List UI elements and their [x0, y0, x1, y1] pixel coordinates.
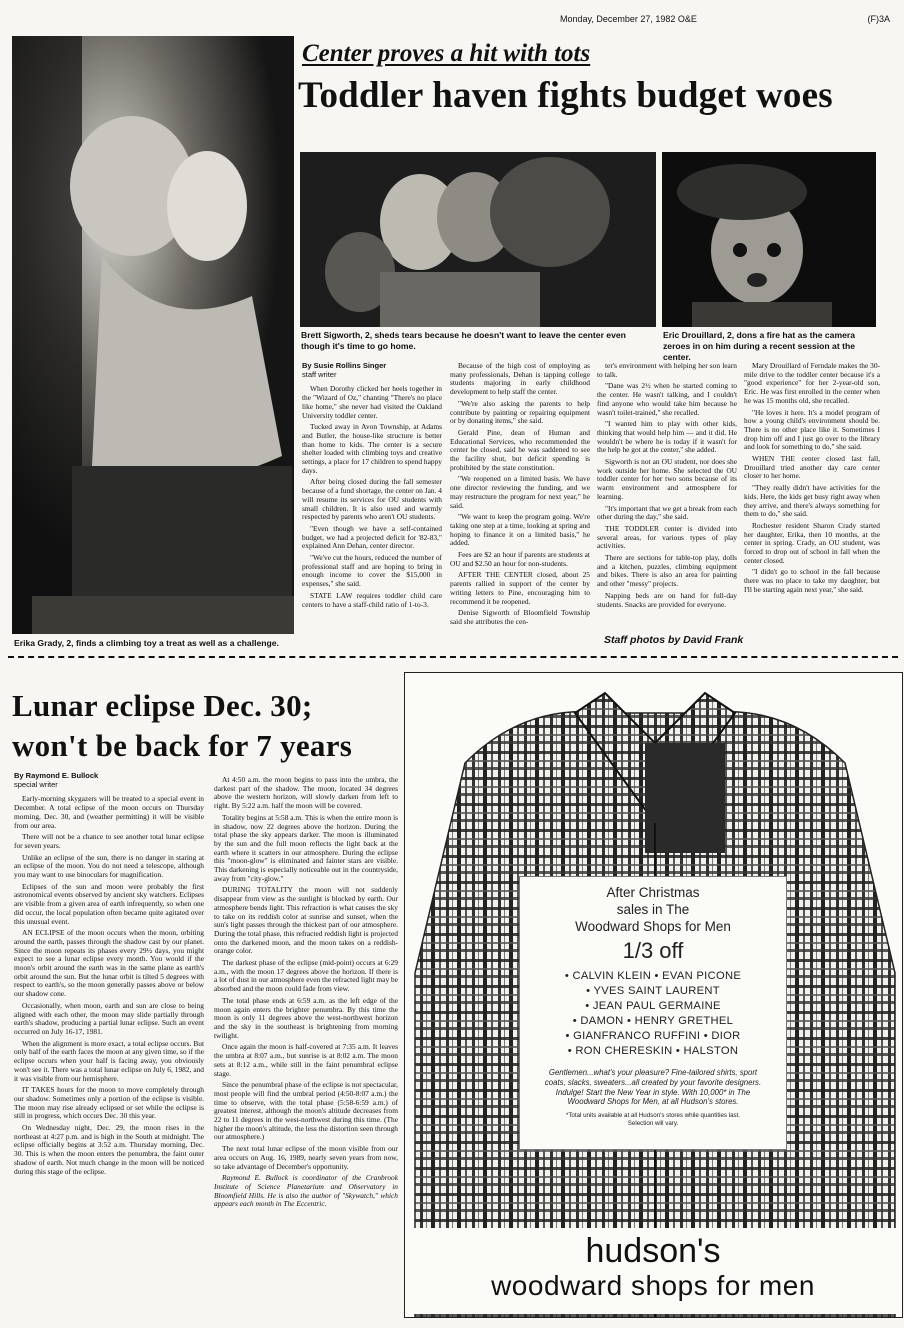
- paragraph: On Wednesday night, Dec. 29, the moon rises in the northeast at 4:27 p.m. and is high in the South at midnight. The eclipse officially begins at 3:52 a.m. Thursday morning, Dec. 30. This is when the moon enters the penumbra, the faint outer shadow of earth. Not much change in the moon will be noticed during this stage of the eclipse.: [14, 1123, 204, 1176]
- paragraph: "Even though we have a self-contained budget, we had a projected deficit for '82-83," explained Ann Dehan, center director.: [302, 523, 442, 551]
- ad-body-copy: Gentlemen...what's your pleasure? Fine-tailored shirts, sport coats, slacks, sweaters...all created by your favorite designers. Indulge! Start the New Year in style. With 10,000* in The Woodward Shops for Men, at all Hudson's stores.: [544, 1068, 762, 1107]
- story1-kicker: Center proves a hit with tots: [302, 40, 591, 67]
- paragraph: The next total lunar eclipse of the moon visible from our area occurs on Aug. 16, 1989, nearly seven years from now, so take advantage of December's opportunity.: [214, 1144, 398, 1171]
- ad-discount: 1/3 off: [622, 938, 684, 963]
- photo-erika-grady-image: [12, 36, 294, 634]
- story1-column-3: [597, 362, 737, 634]
- section-divider: [8, 656, 898, 658]
- photo-eric-drouillard-image: [662, 152, 876, 327]
- ad-brand-line: • RON CHERESKIN • HALSTON: [567, 1045, 739, 1057]
- story2-column-1: [14, 772, 204, 1322]
- paragraph: When the alignment is more exact, a total eclipse occurs. But only half of the earth faces the moon at any given time, so if the eclipse occurs when your half is facing away, you obviously won't see it. There was a total lunar eclipse on July 6, 1982, and it was visible from our hemisphere.: [14, 1038, 204, 1083]
- ad-headline-line3: Woodward Shops for Men: [575, 919, 731, 934]
- caption-left: Erika Grady, 2, finds a climbing toy a treat as well as a challenge.: [14, 638, 279, 648]
- ad-brand-line: • CALVIN KLEIN • EVAN PICONE: [564, 970, 742, 982]
- paragraph: Rochester resident Sharon Crady started her daughter, Erika, then 10 months, at the center in spring. Crady, an OU student, was forced to drop out of school in fall when the center closed.: [744, 520, 880, 565]
- paragraph: Unlike an eclipse of the sun, there is no danger in staring at an eclipse of the moon. You do not need a telescope, although you may want to use binoculars for magnification.: [14, 852, 204, 880]
- paragraph: Since the penumbral phase of the eclipse is not spectacular, most people will find the umbral period (4:50-8:07 a.m.) the time to observe, with the total phase (5:58-6:59 a.m.) of greatest interest, although the moon's altitude decreases from 22 to 11 degrees in the west-northwest during this time. (The higher the moon's altitude, the less the distortion seen through our atmosphere.): [214, 1080, 398, 1142]
- paragraph: "We want to keep the program going. We're taking one step at a time, looking at spring and hoping to finance it on a limited basis," he added.: [450, 512, 590, 548]
- folio-page: (F)3A: [867, 14, 890, 24]
- photo-brett-sigworth: [300, 152, 656, 327]
- paragraph: Early-morning skygazers will be treated to a special event in December. A total eclipse of the moon occurs on Thursday morning, Dec. 30, and (weather permitting) it will be visible from our area.: [14, 794, 204, 830]
- paragraph: Once again the moon is half-covered at 7:35 a.m. It leaves the umbra at 8:07 a.m., but sunrise is at 8:02 a.m. The moon sets at 8:12 a.m., while still in the faint penumbral eclipse stage.: [214, 1042, 398, 1078]
- paragraph: Because of the high cost of employing as many professionals, Dehan is tapping college students majoring in early childhood development to help staff the center.: [450, 362, 590, 397]
- paragraph: Fees are $2 an hour if parents are students at OU and $2.50 an hour for non-students.: [450, 550, 590, 568]
- paragraph: WHEN THE center closed last fall, Drouillard tried another day care center closer to her home.: [744, 454, 880, 481]
- paragraph: "We're also asking the parents to help contribute by painting or repairing equipment or by donating items," she said.: [450, 398, 590, 426]
- paragraph: There are sections for table-top play, dolls and a kitchen, puzzles, climbing equipment and bikes. There is also an area for painting and other "messy" projects.: [597, 553, 737, 589]
- paragraph: Tucked away in Avon Township, at Adams and Butler, the house-like structure is better than home to kids. The center is a secure shelter loaded with climbing toys and creative settings, a place for 17 children to spend happy days.: [302, 422, 442, 475]
- paragraph: Mary Drouillard of Ferndale makes the 30-mile drive to the toddler center because it's a "good experience" for her 2-year-old son, Eric. He was first enrolled in the center when he was 15 months old, she recalled.: [744, 362, 880, 405]
- ad-logo-area: [405, 1228, 901, 1314]
- paragraph: "They really didn't have activities for the kids. Here, the kids get busy right away when they arrive, and there's always something for them to do," she said.: [744, 483, 880, 519]
- paragraph: There will not be a chance to see another total lunar eclipse for seven years.: [14, 832, 204, 850]
- hudsons-logo: hudson's: [585, 1232, 721, 1270]
- ad-brand-line: • GIANFRANCO RUFFINI • DIOR: [565, 1030, 741, 1042]
- paragraph: Denise Sigworth of Bloomfield Township said she attributes the cen-: [450, 608, 590, 626]
- story1-column-1: [302, 362, 442, 654]
- paragraph: IT TAKES hours for the moon to move completely through our shadow. Sometimes only a portion of the eclipse is visible. The moon may rise already eclipsed or set while the eclipse is still in progress, which occurs Dec. 30 this year.: [14, 1085, 204, 1121]
- ad-brand-line: • JEAN PAUL GERMAINE: [585, 1000, 721, 1012]
- paragraph: AN ECLIPSE of the moon occurs when the moon, orbiting around the earth, passes through the shadow cast by our planet. Since the moon repeats its phases every 29½ days, you might expect to see a lunar eclipse every month. You would if the moon's orbit around the earth was in the same plane as earth's orbit around the sun. But the lunar orbit is tilted 5 degrees with respect to earth's, so the moon generally passes above or below our shadow cone.: [14, 928, 204, 999]
- ad-fine-print: *Total units available at all Hudson's stores while quantities last. Selection will vary.: [565, 1112, 741, 1127]
- paragraph: Raymond E. Bullock is coordinator of the Cranbrook Institute of Science Planetarium and Observatory in Bloomfield Hills. He is also the author of "Skywatch," which appears each month in The Eccentric.: [214, 1173, 398, 1209]
- paragraph: ter's environment with helping her son learn to talk.: [597, 362, 737, 379]
- page-folio: [560, 14, 890, 24]
- story1-byline-name: By Susie Rollins Singer: [302, 362, 387, 370]
- ad-headline-line1: After Christmas: [606, 885, 700, 900]
- paragraph: "Dane was 2½ when he started coming to the center. He wasn't talking, and I couldn't find anyone who would take him because he wasn't toilet-trained," she recalled.: [597, 381, 737, 417]
- paragraph: The darkest phase of the eclipse (mid-point) occurs at 6:29 a.m., with the moon 17 degrees above the horizon. If there is a lot of dust in our atmosphere even the refracted light may be absorbed and the moon could fade from view.: [214, 958, 398, 994]
- folio-date: Monday, December 27, 1982 O&E: [560, 14, 697, 24]
- paragraph: AFTER THE CENTER closed, about 25 parents rallied in support of the center by writing letters to Pine, encouraging him to recommend it be reopened.: [450, 570, 590, 606]
- ad-sale-panel: [519, 876, 787, 1150]
- caption-right: Eric Drouillard, 2, dons a fire hat as the camera zeroes in on him during a recent session at the center.: [663, 330, 855, 362]
- paragraph: "I didn't go to school in the fall because there was no place to take my daughter, but I'll be starting again next year," she said.: [744, 567, 880, 594]
- paragraph: THE TODDLER center is divided into several areas, for various types of play activities.: [597, 523, 737, 551]
- ad-brand-line: • YVES SAINT LAURENT: [586, 985, 720, 997]
- paragraph: Totality begins at 5:58 a.m. This is when the entire moon is in shadow, now 22 degrees above the horizon. During the total phase the sky appears darker. The moon is illuminated by the sun and the full moon reflects the light back at the earth where it scatters in our atmosphere. During the eclipse this "moon-glow" is eliminated and fainter stars are visible. This darkening is especially noticeable out in the countryside, away from "city-glow.": [214, 812, 398, 883]
- paragraph: "I wanted him to play with other kids, thinking that would help him — and it did. He wouldn't be where he is today if it wasn't for the help he got at the center," she added.: [597, 419, 737, 455]
- paragraph: Occasionally, when moon, earth and sun are close to being aligned with each other, the moon may slide partially through earth's shadow, producing a partial lunar eclipse. Such an event occurred on July 16-17, 1981.: [14, 1000, 204, 1036]
- paragraph: When Dorothy clicked her heels together in the "Wizard of Oz," chanting "There's no place like home," she never had visited the Oakland University toddler center.: [302, 384, 442, 420]
- photo-brett-sigworth-image: [300, 152, 656, 327]
- paragraph: Gerald Pine, dean of Human and Educational Services, who recommended the center be closed, said he was saddened to see the facility shut, but deficit spending is prohibited by the state constitution.: [450, 427, 590, 472]
- paragraph: DURING TOTALITY the moon will not suddenly disappear from view as the sunlight is blocked by earth. Our atmosphere bends light. This refraction is what causes the sky to take on its reddish color at sunrise and sunset, when the sun's light passes through the thickest part of our atmosphere. During the total phase, this refracted reddish light is projected onto the darkened moon, and the moon takes on a reddish-orange color.: [214, 885, 398, 956]
- paragraph: "It's important that we get a break from each other during the day," she said.: [597, 503, 737, 522]
- ad-tagline: woodward shops for men: [491, 1270, 815, 1301]
- story1-byline-role: staff writer: [302, 369, 337, 379]
- caption-middle: Brett Sigworth, 2, sheds tears because he doesn't want to leave the center even though it's time to go home.: [301, 330, 626, 351]
- ad-brand-line: • DAMON • HENRY GRETHEL: [572, 1015, 734, 1027]
- paragraph: Eclipses of the sun and moon were probably the first astronomical events observed by ancient sky watchers. Eclipses are visible from a given area of earth infrequently, so when one did occur, the local population often became quite agitated over this unusual event.: [14, 881, 204, 926]
- story2-headline: [12, 686, 402, 766]
- paragraph: STATE LAW requires toddler child care centers to have a staff-child ratio of 1-to-3.: [302, 590, 442, 609]
- paragraph: "We've cut the hours, reduced the number of professional staff and are hoping to bring in enough income to cover the $15,000 in expenses," she said.: [302, 553, 442, 589]
- paragraph: The total phase ends at 6:59 a.m. as the left edge of the moon again enters the brighter penumbra. By this time the moon is only 11 degrees above the west-northwest horizon and the sky in the southeast is brightening from morning twilight.: [214, 995, 398, 1040]
- paragraph: Napping beds are on hand for full-day students. Snacks are provided for everyone.: [597, 590, 737, 609]
- story2-column-2: [214, 776, 398, 1322]
- story1-column-4: [744, 362, 880, 634]
- photo-credit: Staff photos by David Frank: [604, 634, 744, 646]
- ad-headline-line2: sales in The: [616, 902, 690, 917]
- photo-eric-drouillard: [662, 152, 876, 327]
- story2-headline-line2: won't be back for 7 years: [12, 728, 353, 763]
- paragraph: At 4:50 a.m. the moon begins to pass into the umbra, the darkest part of the shadow. The moon, located 34 degrees above the western horizon, will slowly darken from left to right. By 5:22 a.m. half the moon will be covered.: [214, 776, 398, 811]
- story1-column-2: [450, 362, 590, 654]
- paragraph: Sigworth is not an OU student, nor does she work outside her home. She selected the OU toddler center for her two sons because of its warm environment and atmosphere for learning.: [597, 457, 737, 501]
- paragraph: "He loves it here. It's a model program of how a young child's environment should be. There is no other place like it. Sometimes I drop him off and I just go over to the library and look for something to do," she said.: [744, 407, 880, 452]
- paragraph: After being closed during the fall semester because of a fund shortage, the center on Jan. 4 will resume its services for OU students with small children. It is also used and warmly respected by parents who aren't OU students.: [302, 477, 442, 522]
- story2-headline-line1: Lunar eclipse Dec. 30;: [12, 688, 313, 723]
- paragraph: "We reopened on a limited basis. We have one director reviewing the funding, and we may restructure the program for next year," he said.: [450, 474, 590, 510]
- story2-byline-name: By Raymond E. Bullock: [14, 772, 99, 780]
- story2-byline-role: special writer: [14, 779, 58, 789]
- photo-erika-grady: [12, 36, 294, 634]
- story1-headline: Toddler haven fights budget woes: [298, 75, 833, 116]
